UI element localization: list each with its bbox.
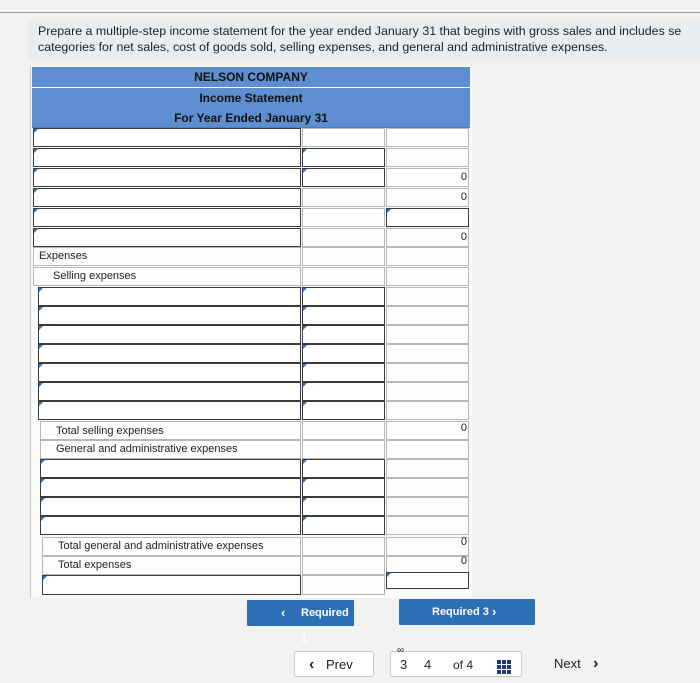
ga-amount-input[interactable]: [302, 459, 385, 478]
selling-amount-input[interactable]: [302, 344, 385, 363]
ga-account-input[interactable]: [40, 459, 301, 478]
selling-amount-input[interactable]: [302, 287, 385, 306]
instructions: [28, 20, 700, 60]
amount-cell: [386, 363, 469, 382]
selling-amount-input[interactable]: [302, 382, 385, 401]
amount-cell: [386, 401, 469, 420]
amount-cell: [386, 247, 469, 266]
next-button[interactable]: [538, 651, 616, 677]
amount-cell: [302, 128, 385, 147]
amount-cell: [386, 344, 469, 363]
next-label: Next: [554, 656, 581, 671]
total-expenses-value: 0: [460, 555, 467, 567]
required-3-label: Required 3: [432, 606, 489, 618]
chevron-left-icon: ‹: [281, 605, 286, 620]
total-expenses-label: Total expenses: [58, 559, 132, 571]
chevron-left-icon: ‹: [309, 656, 315, 673]
ga-account-input[interactable]: [40, 516, 301, 535]
selling-amount-input[interactable]: [302, 325, 385, 344]
amount-cell: [302, 537, 385, 556]
selling-amount-input[interactable]: [302, 306, 385, 325]
amount-input[interactable]: [302, 168, 385, 187]
grid-icon[interactable]: [497, 657, 511, 671]
page-indicator: [390, 645, 522, 677]
required-1-button[interactable]: [247, 600, 354, 645]
page-total: of 4: [453, 658, 474, 672]
selling-amount-input[interactable]: [302, 363, 385, 382]
amount-value: 0: [460, 191, 467, 203]
account-input[interactable]: [33, 168, 301, 187]
selling-amount-input[interactable]: [302, 401, 385, 420]
expenses-label: Expenses: [39, 250, 88, 262]
company-name: NELSON COMPANY: [32, 67, 470, 87]
ga-amount-input[interactable]: [302, 497, 385, 516]
account-input[interactable]: [33, 148, 301, 167]
ga-account-input[interactable]: [40, 478, 301, 497]
required-3-button[interactable]: [399, 599, 535, 625]
top-divider: [0, 12, 700, 13]
amount-input[interactable]: [386, 572, 469, 589]
selling-account-input[interactable]: [38, 382, 301, 401]
ga-expenses-label: General and administrative expenses: [56, 443, 238, 455]
page-number-3[interactable]: 3: [400, 657, 408, 672]
account-input[interactable]: [33, 228, 301, 247]
selling-account-input[interactable]: [38, 401, 301, 420]
ga-account-input[interactable]: [40, 497, 301, 516]
total-ga-value: 0: [460, 536, 467, 548]
amount-cell: [386, 128, 469, 147]
amount-cell: [386, 287, 469, 306]
total-selling-label: Total selling expenses: [56, 425, 164, 437]
amount-cell: [386, 440, 469, 459]
prev-label: Prev: [326, 657, 353, 672]
prev-button[interactable]: [294, 651, 374, 677]
amount-cell: [302, 556, 385, 575]
statement-title: Income Statement: [32, 88, 470, 108]
amount-cell: [386, 382, 469, 401]
total-selling-value: 0: [460, 422, 467, 434]
account-input[interactable]: [33, 128, 301, 147]
account-input[interactable]: [42, 575, 301, 595]
account-input[interactable]: [33, 188, 301, 207]
amount-cell: [302, 267, 385, 286]
amount-cell: [386, 478, 469, 497]
amount-cell: [386, 267, 469, 286]
amount-cell: [386, 148, 469, 167]
required-1-label: Required 1: [301, 607, 349, 645]
amount-cell: [302, 188, 385, 207]
selling-account-input[interactable]: [38, 325, 301, 344]
chevron-right-icon: ›: [492, 604, 497, 619]
amount-cell: [386, 325, 469, 344]
selling-account-input[interactable]: [38, 344, 301, 363]
amount-input[interactable]: [386, 208, 469, 227]
amount-cell: [386, 497, 469, 516]
instructions-line-1: Prepare a multiple-step income statement for the year ended January 31 that begins with gross sales and includes se: [38, 24, 682, 38]
chevron-right-icon: ›: [593, 655, 599, 672]
amount-cell: [302, 208, 385, 227]
amount-cell: [302, 421, 385, 440]
selling-account-input[interactable]: [38, 363, 301, 382]
amount-cell: [302, 440, 385, 459]
ga-amount-input[interactable]: [302, 516, 385, 535]
amount-cell: [302, 228, 385, 247]
selling-expenses-label: Selling expenses: [53, 270, 137, 282]
amount-input[interactable]: [302, 148, 385, 167]
amount-cell: [386, 459, 469, 478]
selling-account-input[interactable]: [38, 306, 301, 325]
amount-cell: [302, 247, 385, 266]
amount-cell: [386, 306, 469, 325]
amount-value: 0: [460, 171, 467, 183]
ga-amount-input[interactable]: [302, 478, 385, 497]
total-ga-label: Total general and administrative expenses: [58, 540, 264, 552]
statement-period: For Year Ended January 31: [32, 108, 470, 127]
link-icon: ∞: [397, 645, 405, 656]
page-number-4[interactable]: 4: [424, 657, 432, 672]
amount-cell: [302, 575, 385, 595]
account-input[interactable]: [33, 208, 301, 227]
amount-value: 0: [460, 231, 467, 243]
instructions-line-2: categories for net sales, cost of goods sold, selling expenses, and general and administrative expenses.: [38, 40, 608, 54]
selling-account-input[interactable]: [38, 287, 301, 306]
